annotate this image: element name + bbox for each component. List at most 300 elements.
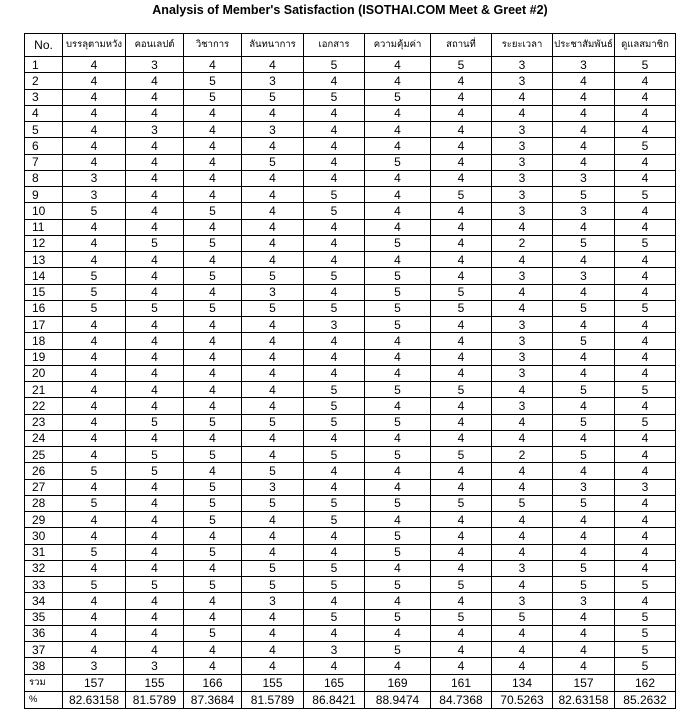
score-cell: 4 <box>431 560 492 576</box>
table-row <box>25 333 676 349</box>
score-cell: 4 <box>126 105 184 121</box>
score-cell: 5 <box>431 57 492 73</box>
score-cell: 5 <box>304 203 365 219</box>
score-cell: 3 <box>63 658 126 674</box>
score-cell: 5 <box>126 235 184 251</box>
score-cell: 4 <box>126 154 184 170</box>
score-cell: 4 <box>184 398 242 414</box>
table-body <box>25 57 676 675</box>
column-header-publicity: ประชาสัมพันธ์ <box>553 34 615 57</box>
row-number: 8 <box>25 170 63 186</box>
score-cell: 5 <box>615 625 676 641</box>
table-row <box>25 658 676 674</box>
score-cell: 4 <box>431 544 492 560</box>
score-cell: 4 <box>126 349 184 365</box>
score-cell: 4 <box>126 170 184 186</box>
score-cell: 5 <box>184 414 242 430</box>
table-row <box>25 349 676 365</box>
score-cell: 5 <box>242 414 304 430</box>
score-cell: 3 <box>304 642 365 658</box>
score-cell: 4 <box>431 398 492 414</box>
total-cell: 157 <box>63 674 126 691</box>
score-cell: 4 <box>304 170 365 186</box>
score-cell: 2 <box>492 447 553 463</box>
score-cell: 4 <box>304 544 365 560</box>
score-cell: 4 <box>63 365 126 381</box>
score-cell: 4 <box>431 105 492 121</box>
score-cell: 4 <box>615 560 676 576</box>
score-cell: 4 <box>184 528 242 544</box>
score-cell: 3 <box>304 317 365 333</box>
score-cell: 5 <box>184 300 242 316</box>
row-number: 15 <box>25 284 63 300</box>
column-header-expectation: บรรลุตามหวัง <box>63 34 126 57</box>
table-row <box>25 170 676 186</box>
score-cell: 4 <box>553 430 615 446</box>
score-cell: 5 <box>126 577 184 593</box>
score-cell: 4 <box>431 73 492 89</box>
score-cell: 5 <box>304 57 365 73</box>
score-cell: 4 <box>304 593 365 609</box>
score-cell: 4 <box>242 317 304 333</box>
score-cell: 5 <box>553 414 615 430</box>
score-cell: 5 <box>365 268 431 284</box>
row-number: 4 <box>25 105 63 121</box>
score-cell: 4 <box>63 447 126 463</box>
score-cell: 4 <box>184 170 242 186</box>
score-cell: 4 <box>63 398 126 414</box>
row-number: 24 <box>25 430 63 446</box>
score-cell: 4 <box>553 252 615 268</box>
score-cell: 5 <box>304 609 365 625</box>
column-header-documents: เอกสาร <box>304 34 365 57</box>
score-cell: 4 <box>126 73 184 89</box>
table-row <box>25 528 676 544</box>
score-cell: 4 <box>126 625 184 641</box>
row-number: 14 <box>25 268 63 284</box>
score-cell: 4 <box>431 235 492 251</box>
score-cell: 4 <box>304 333 365 349</box>
score-cell: 4 <box>126 317 184 333</box>
score-cell: 5 <box>304 447 365 463</box>
score-cell: 4 <box>63 317 126 333</box>
score-cell: 4 <box>126 544 184 560</box>
score-cell: 4 <box>304 122 365 138</box>
score-cell: 4 <box>431 593 492 609</box>
score-cell: 4 <box>184 219 242 235</box>
score-cell: 4 <box>431 625 492 641</box>
score-cell: 4 <box>126 593 184 609</box>
score-cell: 4 <box>431 203 492 219</box>
score-cell: 4 <box>126 528 184 544</box>
score-cell: 5 <box>304 512 365 528</box>
score-cell: 4 <box>184 642 242 658</box>
score-cell: 3 <box>492 333 553 349</box>
score-cell: 5 <box>63 300 126 316</box>
score-cell: 4 <box>431 414 492 430</box>
score-cell: 4 <box>553 365 615 381</box>
score-cell: 3 <box>63 187 126 203</box>
score-cell: 4 <box>304 252 365 268</box>
score-cell: 3 <box>242 479 304 495</box>
table-row <box>25 138 676 154</box>
score-cell: 4 <box>431 170 492 186</box>
score-cell: 4 <box>242 349 304 365</box>
score-cell: 4 <box>126 642 184 658</box>
table-row <box>25 268 676 284</box>
score-cell: 4 <box>615 268 676 284</box>
score-cell: 4 <box>365 105 431 121</box>
score-cell: 4 <box>553 89 615 105</box>
score-cell: 5 <box>431 382 492 398</box>
table-row <box>25 317 676 333</box>
score-cell: 4 <box>126 609 184 625</box>
score-cell: 4 <box>615 593 676 609</box>
score-cell: 5 <box>304 577 365 593</box>
row-number: 23 <box>25 414 63 430</box>
score-cell: 4 <box>615 349 676 365</box>
table-row <box>25 609 676 625</box>
score-cell: 4 <box>553 317 615 333</box>
score-cell: 4 <box>242 105 304 121</box>
score-cell: 5 <box>242 495 304 511</box>
total-cell: 169 <box>365 674 431 691</box>
score-cell: 4 <box>126 382 184 398</box>
score-cell: 4 <box>365 252 431 268</box>
percent-row <box>25 691 676 708</box>
score-cell: 5 <box>365 577 431 593</box>
score-cell: 5 <box>126 414 184 430</box>
score-cell: 4 <box>304 73 365 89</box>
row-number: 22 <box>25 398 63 414</box>
row-number: 6 <box>25 138 63 154</box>
table-footer <box>25 674 676 708</box>
row-number: 19 <box>25 349 63 365</box>
score-cell: 5 <box>304 89 365 105</box>
score-cell: 4 <box>184 593 242 609</box>
score-cell: 4 <box>304 365 365 381</box>
score-cell: 3 <box>242 593 304 609</box>
score-cell: 4 <box>63 73 126 89</box>
table-row <box>25 57 676 73</box>
score-cell: 3 <box>492 138 553 154</box>
score-cell: 5 <box>365 414 431 430</box>
score-cell: 3 <box>553 479 615 495</box>
score-cell: 4 <box>431 89 492 105</box>
score-cell: 5 <box>63 284 126 300</box>
score-cell: 4 <box>365 560 431 576</box>
score-cell: 5 <box>242 268 304 284</box>
score-cell: 3 <box>492 57 553 73</box>
table-row <box>25 430 676 446</box>
score-cell: 4 <box>553 219 615 235</box>
score-cell: 4 <box>63 593 126 609</box>
percent-cell: 81.5789 <box>242 691 304 708</box>
percent-cell: 82.63158 <box>63 691 126 708</box>
score-cell: 5 <box>184 577 242 593</box>
score-cell: 4 <box>615 170 676 186</box>
score-cell: 4 <box>492 105 553 121</box>
score-cell: 5 <box>184 495 242 511</box>
total-cell: 165 <box>304 674 365 691</box>
score-cell: 4 <box>304 463 365 479</box>
score-cell: 3 <box>126 658 184 674</box>
score-cell: 5 <box>431 300 492 316</box>
score-cell: 3 <box>553 203 615 219</box>
score-cell: 4 <box>365 122 431 138</box>
score-cell: 3 <box>242 73 304 89</box>
table-row <box>25 154 676 170</box>
row-number: 29 <box>25 512 63 528</box>
score-cell: 3 <box>242 284 304 300</box>
score-cell: 5 <box>365 89 431 105</box>
score-cell: 3 <box>63 170 126 186</box>
score-cell: 4 <box>492 512 553 528</box>
table-row <box>25 187 676 203</box>
score-cell: 4 <box>126 479 184 495</box>
score-cell: 5 <box>553 300 615 316</box>
percent-cell: 86.8421 <box>304 691 365 708</box>
score-cell: 4 <box>615 430 676 446</box>
row-number: 30 <box>25 528 63 544</box>
row-number: 1 <box>25 57 63 73</box>
score-cell: 4 <box>365 333 431 349</box>
score-cell: 4 <box>63 252 126 268</box>
score-cell: 5 <box>365 447 431 463</box>
satisfaction-table <box>24 33 676 709</box>
row-number: 16 <box>25 300 63 316</box>
score-cell: 4 <box>615 89 676 105</box>
score-cell: 4 <box>242 187 304 203</box>
score-cell: 4 <box>365 73 431 89</box>
score-cell: 3 <box>492 560 553 576</box>
score-cell: 4 <box>242 57 304 73</box>
score-cell: 4 <box>242 528 304 544</box>
score-cell: 4 <box>242 365 304 381</box>
score-cell: 5 <box>63 268 126 284</box>
totals-row <box>25 674 676 691</box>
score-cell: 4 <box>431 268 492 284</box>
table-row <box>25 105 676 121</box>
score-cell: 4 <box>365 398 431 414</box>
score-cell: 4 <box>63 560 126 576</box>
score-cell: 4 <box>365 625 431 641</box>
score-cell: 4 <box>431 333 492 349</box>
row-number: 9 <box>25 187 63 203</box>
score-cell: 4 <box>431 122 492 138</box>
score-cell: 4 <box>242 544 304 560</box>
score-cell: 3 <box>492 73 553 89</box>
score-cell: 4 <box>431 463 492 479</box>
score-cell: 5 <box>553 187 615 203</box>
column-header-no: No. <box>25 34 63 57</box>
score-cell: 4 <box>63 609 126 625</box>
score-cell: 4 <box>365 187 431 203</box>
total-cell: 155 <box>126 674 184 691</box>
score-cell: 3 <box>615 479 676 495</box>
score-cell: 4 <box>184 365 242 381</box>
score-cell: 4 <box>126 252 184 268</box>
score-cell: 4 <box>184 187 242 203</box>
score-cell: 3 <box>492 154 553 170</box>
total-cell: 157 <box>553 674 615 691</box>
score-cell: 4 <box>492 463 553 479</box>
score-cell: 4 <box>615 365 676 381</box>
score-cell: 2 <box>492 235 553 251</box>
score-cell: 4 <box>304 219 365 235</box>
score-cell: 4 <box>553 463 615 479</box>
score-cell: 4 <box>63 219 126 235</box>
column-header-duration: ระยะเวลา <box>492 34 553 57</box>
score-cell: 4 <box>615 252 676 268</box>
score-cell: 4 <box>242 138 304 154</box>
table-row <box>25 284 676 300</box>
score-cell: 4 <box>553 528 615 544</box>
score-cell: 4 <box>242 398 304 414</box>
score-cell: 5 <box>365 495 431 511</box>
score-cell: 5 <box>63 544 126 560</box>
score-cell: 4 <box>63 625 126 641</box>
percent-cell: 88.9474 <box>365 691 431 708</box>
score-cell: 5 <box>553 577 615 593</box>
score-cell: 4 <box>242 512 304 528</box>
score-cell: 3 <box>553 593 615 609</box>
score-cell: 4 <box>126 430 184 446</box>
score-cell: 4 <box>126 560 184 576</box>
score-cell: 4 <box>615 447 676 463</box>
row-number: 17 <box>25 317 63 333</box>
column-header-value: ความคุ้มค่า <box>365 34 431 57</box>
table-row <box>25 89 676 105</box>
score-cell: 4 <box>184 609 242 625</box>
score-cell: 4 <box>492 284 553 300</box>
table-row <box>25 463 676 479</box>
score-cell: 5 <box>431 495 492 511</box>
score-cell: 5 <box>431 187 492 203</box>
score-cell: 5 <box>615 577 676 593</box>
score-cell: 5 <box>242 300 304 316</box>
score-cell: 5 <box>63 203 126 219</box>
score-cell: 4 <box>63 382 126 398</box>
score-cell: 5 <box>242 154 304 170</box>
score-cell: 4 <box>365 658 431 674</box>
score-cell: 4 <box>492 430 553 446</box>
score-cell: 4 <box>365 593 431 609</box>
score-cell: 4 <box>431 479 492 495</box>
score-cell: 4 <box>304 625 365 641</box>
row-number: 13 <box>25 252 63 268</box>
score-cell: 4 <box>242 219 304 235</box>
score-cell: 5 <box>615 138 676 154</box>
score-cell: 5 <box>63 495 126 511</box>
row-number: 3 <box>25 89 63 105</box>
score-cell: 4 <box>553 544 615 560</box>
score-cell: 4 <box>63 349 126 365</box>
percent-cell: 84.7368 <box>431 691 492 708</box>
score-cell: 4 <box>242 430 304 446</box>
score-cell: 3 <box>492 365 553 381</box>
score-cell: 5 <box>304 187 365 203</box>
score-cell: 5 <box>184 479 242 495</box>
score-cell: 5 <box>365 317 431 333</box>
score-cell: 4 <box>365 512 431 528</box>
score-cell: 4 <box>184 430 242 446</box>
score-cell: 5 <box>184 625 242 641</box>
percent-cell: 87.3684 <box>184 691 242 708</box>
score-cell: 5 <box>553 235 615 251</box>
score-cell: 5 <box>304 414 365 430</box>
score-cell: 4 <box>365 203 431 219</box>
score-cell: 5 <box>365 609 431 625</box>
score-cell: 4 <box>63 235 126 251</box>
score-cell: 4 <box>126 268 184 284</box>
score-cell: 4 <box>365 138 431 154</box>
score-cell: 3 <box>492 593 553 609</box>
score-cell: 4 <box>431 365 492 381</box>
table-row <box>25 398 676 414</box>
table-row <box>25 414 676 430</box>
table-header <box>25 34 676 57</box>
score-cell: 5 <box>365 235 431 251</box>
score-cell: 4 <box>615 284 676 300</box>
row-number: 37 <box>25 642 63 658</box>
total-cell: 155 <box>242 674 304 691</box>
score-cell: 5 <box>492 609 553 625</box>
score-cell: 4 <box>553 138 615 154</box>
score-cell: 4 <box>431 528 492 544</box>
score-cell: 4 <box>431 252 492 268</box>
score-cell: 4 <box>365 170 431 186</box>
score-cell: 4 <box>184 382 242 398</box>
score-cell: 5 <box>615 187 676 203</box>
table-row <box>25 512 676 528</box>
table-row <box>25 122 676 138</box>
score-cell: 3 <box>553 57 615 73</box>
score-cell: 5 <box>431 447 492 463</box>
score-cell: 4 <box>184 560 242 576</box>
score-cell: 4 <box>431 317 492 333</box>
score-cell: 4 <box>431 219 492 235</box>
score-cell: 4 <box>63 138 126 154</box>
row-number: 27 <box>25 479 63 495</box>
score-cell: 4 <box>126 333 184 349</box>
score-cell: 5 <box>365 528 431 544</box>
score-cell: 4 <box>126 512 184 528</box>
score-cell: 5 <box>63 577 126 593</box>
score-cell: 5 <box>365 154 431 170</box>
score-cell: 4 <box>492 382 553 398</box>
score-cell: 4 <box>492 219 553 235</box>
score-cell: 5 <box>304 560 365 576</box>
percent-cell: 82.63158 <box>553 691 615 708</box>
score-cell: 5 <box>365 642 431 658</box>
score-cell: 3 <box>492 122 553 138</box>
score-cell: 4 <box>365 463 431 479</box>
score-cell: 4 <box>126 187 184 203</box>
score-cell: 4 <box>615 105 676 121</box>
score-cell: 4 <box>304 430 365 446</box>
score-cell: 4 <box>492 544 553 560</box>
total-cell: 161 <box>431 674 492 691</box>
score-cell: 4 <box>553 658 615 674</box>
score-cell: 4 <box>63 430 126 446</box>
score-cell: 4 <box>365 479 431 495</box>
score-cell: 4 <box>431 642 492 658</box>
score-cell: 5 <box>184 235 242 251</box>
totals-label: รวม <box>25 674 63 691</box>
score-cell: 4 <box>431 430 492 446</box>
score-cell: 5 <box>242 560 304 576</box>
